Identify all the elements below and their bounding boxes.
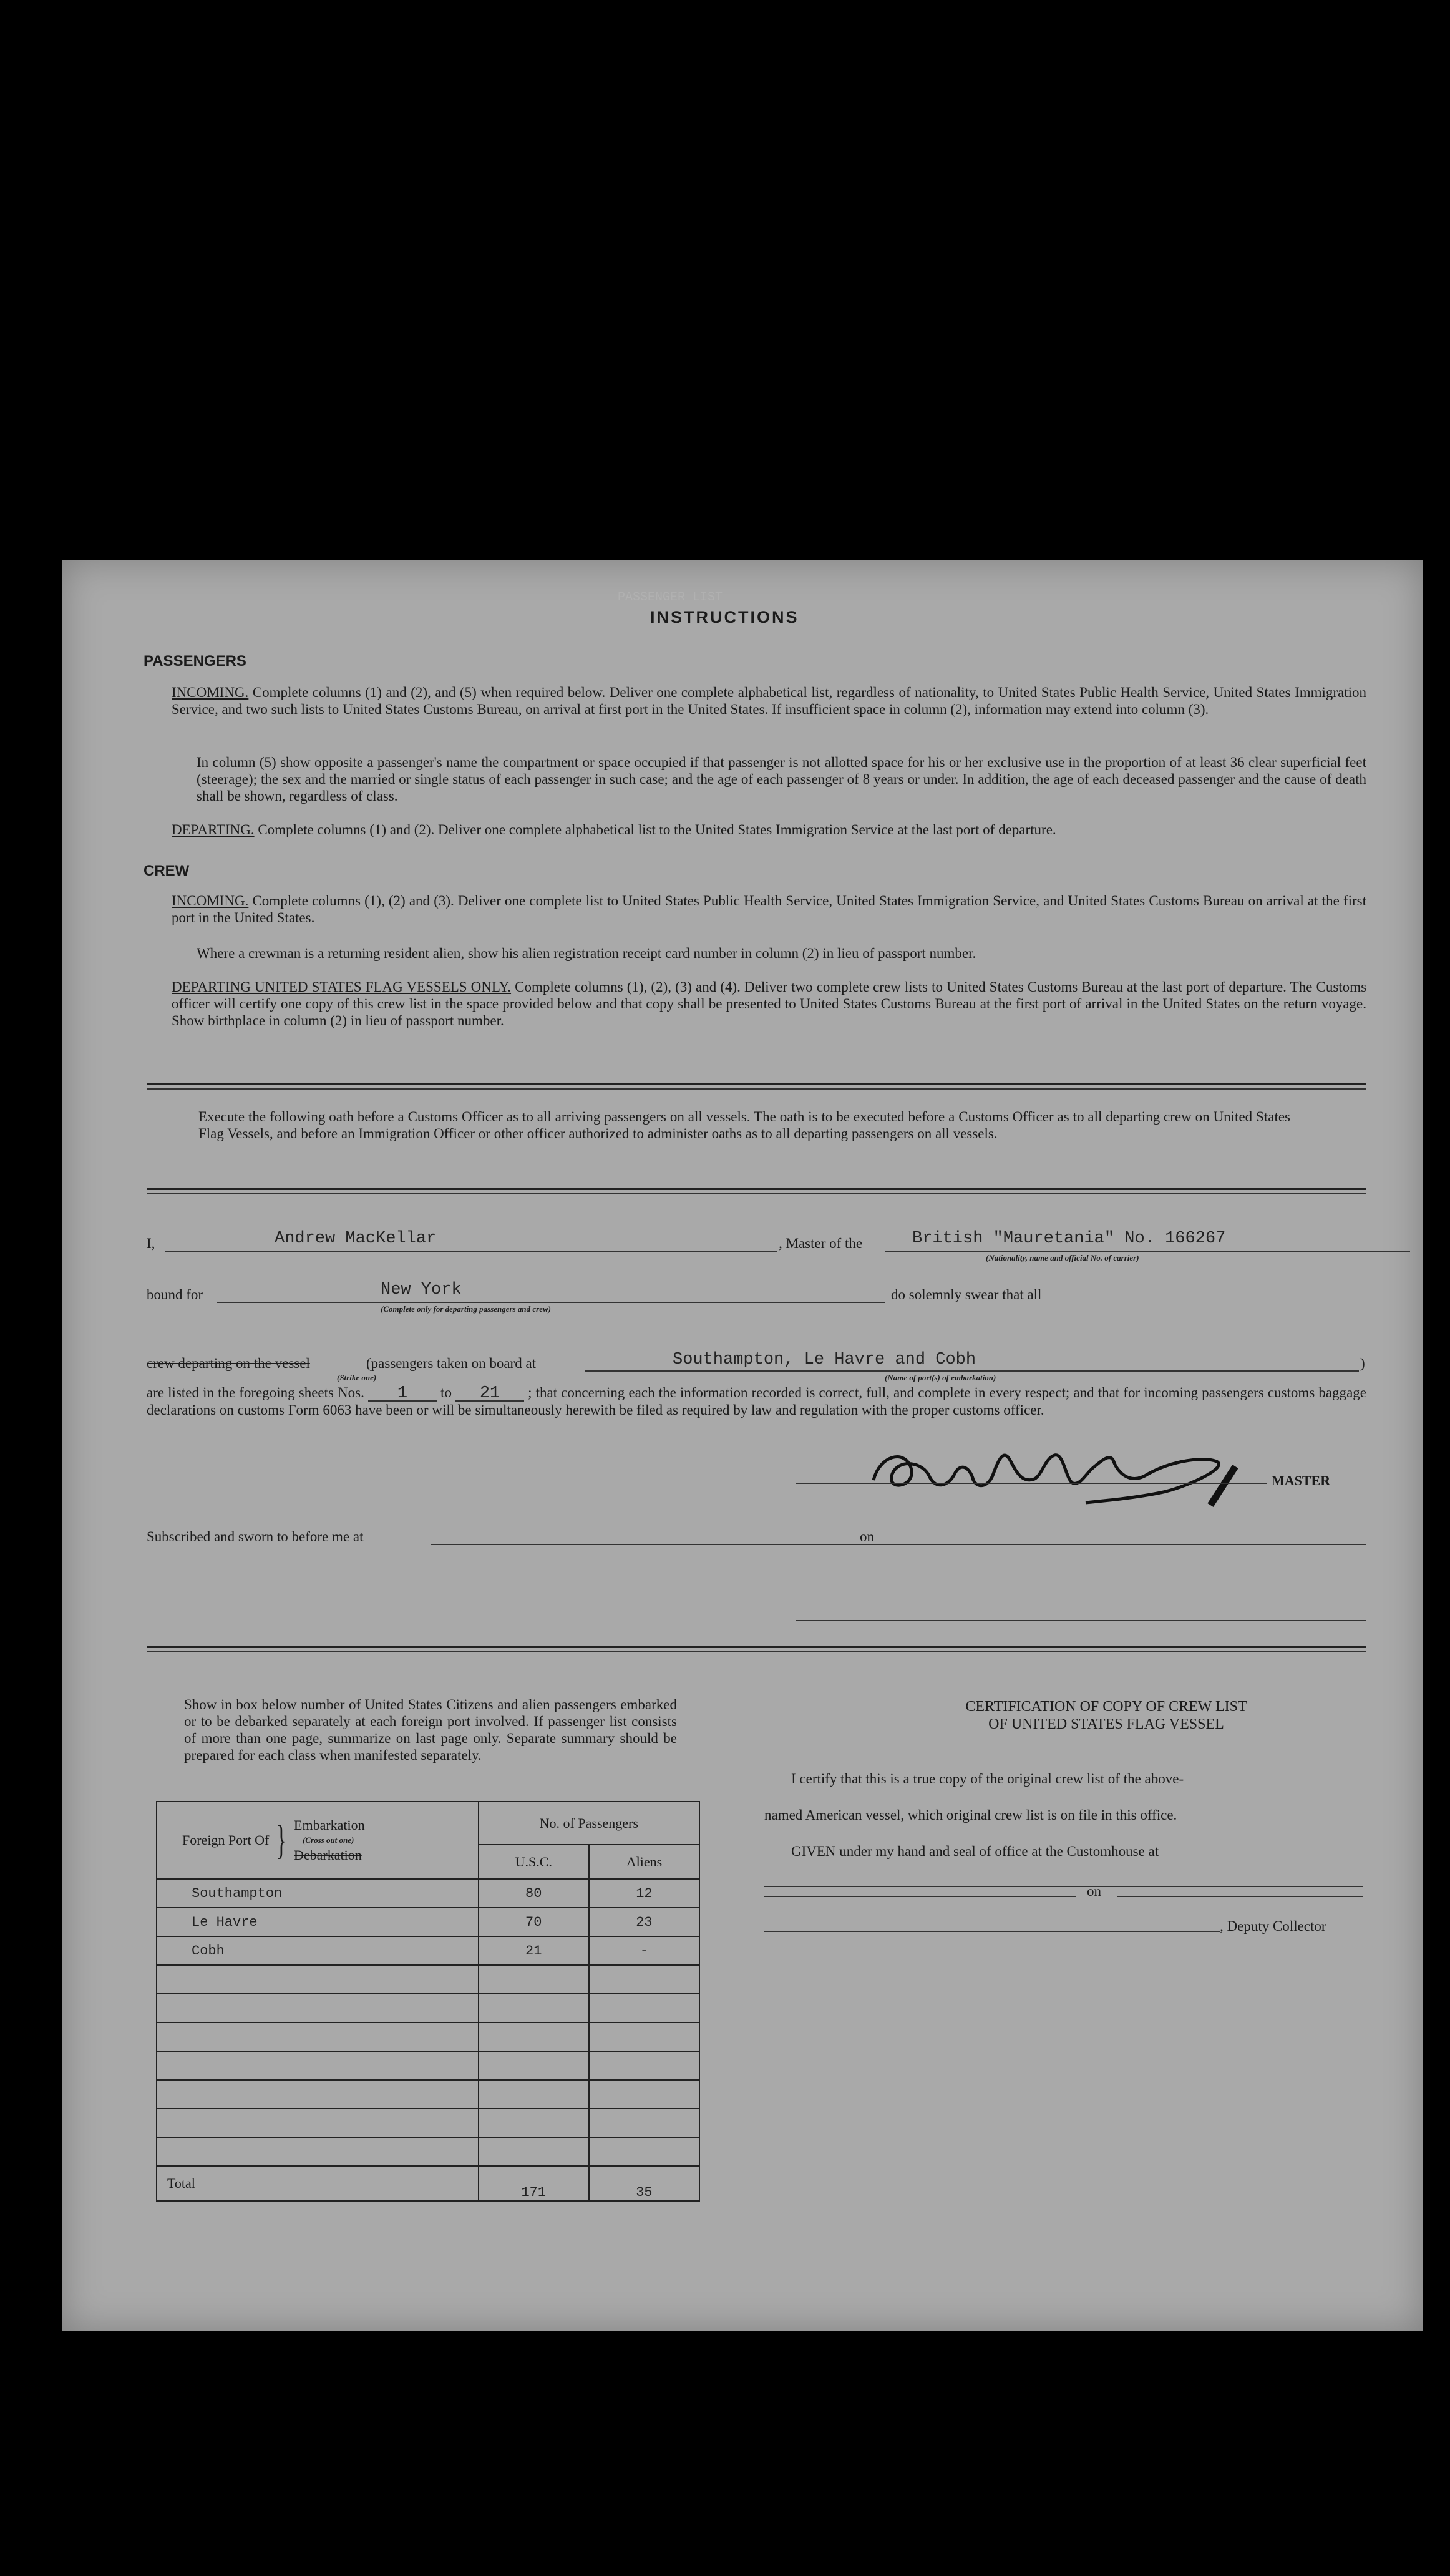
usc-cell: 70 — [479, 1908, 589, 1936]
aliens-cell: - — [589, 1936, 699, 1965]
subscribed-on-label: on — [860, 1529, 874, 1544]
bound-caption: (Complete only for departing passengers and crew) — [381, 1304, 551, 1314]
empty-row — [157, 2137, 699, 2166]
close-paren: ) — [1360, 1355, 1365, 1371]
empty-row — [157, 1994, 699, 2022]
departing-label: DEPARTING. — [172, 822, 255, 837]
table-row — [157, 1936, 699, 1965]
passengers-heading: PASSENGERS — [144, 653, 246, 670]
summary-instructions: Show in box below number of United States Citizens and alien passengers embarked or to be debarked separately at each foreign port involved. If passenger list consists of more than one page, summarize on last page only. Separate summary should be prepared for each class when manifested separately. — [184, 1697, 677, 1763]
section-divider — [147, 1088, 1366, 1090]
port-header-cell — [157, 1802, 479, 1879]
oath-i-label: I, — [147, 1236, 155, 1251]
master-signature — [836, 1430, 1310, 1511]
fill-line — [585, 1370, 1359, 1372]
officer-signature-line — [796, 1620, 1366, 1621]
fill-line — [764, 1886, 1363, 1887]
crew-incoming-text: Complete columns (1), (2) and (3). Deliver one complete list to United States Public Health Service, United States Immigration Service, and United States Customs Bureau on arrival at the first port in the United States. — [172, 893, 1366, 925]
debarkation-label: Debarkation — [294, 1847, 362, 1863]
aliens-cell: 23 — [589, 1908, 699, 1936]
fill-line — [217, 1302, 885, 1303]
fill-line — [881, 1544, 1366, 1545]
empty-row — [157, 2051, 699, 2080]
certification-text2: named American vessel, which original crew list is on file in this office. — [764, 1807, 1177, 1823]
oath-statement-paragraph — [147, 1384, 1366, 1418]
vessel-caption: (Nationality, name and official No. of carrier) — [986, 1253, 1139, 1262]
certification-title-line2: OF UNITED STATES FLAG VESSEL — [988, 1716, 1224, 1732]
flag-vessels-text: Complete columns (1), (2), (3) and (4). Deliver two complete crew lists to United States Customs Bureau at the last port of departure. The Customs officer will certify one copy of this crew list in the space provided below and that copy shall be presented to United States Customs Bureau at the first port of arrival in the United States on the return voyage. Show birthplace in column (2) in lieu of passport number. — [172, 979, 1367, 1028]
fill-line — [431, 1544, 917, 1545]
correct-text: ; that concerning each the information recorded is correct, full, and complete in every respect; and that for incoming passengers customs baggage declarations on customs Form 6063 have been or will be simultaneously herewith be filed as required by law and regulation with the proper customs officer. — [147, 1385, 1366, 1418]
section-divider — [147, 1651, 1366, 1652]
master-of-label: , Master of the — [779, 1236, 863, 1251]
certification-title-line1: CERTIFICATION OF COPY OF CREW LIST — [965, 1699, 1247, 1715]
to-label: to — [440, 1385, 452, 1400]
sheet-to-value: 21 — [455, 1387, 524, 1402]
certification-on-label: on — [1087, 1883, 1101, 1899]
port-cell: Cobh — [157, 1936, 479, 1965]
embarkation-label: Embarkation — [294, 1817, 365, 1833]
strike-caption: (Strike one) — [337, 1373, 377, 1382]
listed-text: are listed in the foregoing sheets Nos. — [147, 1385, 364, 1400]
cross-out-caption: (Cross out one) — [303, 1835, 354, 1845]
deputy-collector-label: , Deputy Collector — [1220, 1918, 1326, 1934]
section-divider — [147, 1083, 1366, 1085]
port-cell: Le Havre — [157, 1908, 479, 1936]
incoming-text: Complete columns (1) and (2), and (5) when required below. Deliver one complete alphabetical list, regardless of nationality, to United States Public Health Service, United States Immigration Service, and two such lists to United States Customs Bureau, on arrival at first port in the United States. If insufficient space in column (2), information may extend into column (3). — [172, 685, 1367, 717]
aliens-cell: 12 — [589, 1879, 699, 1908]
certification-text3: GIVEN under my hand and seal of office at the Customhouse at — [791, 1843, 1159, 1859]
document-page — [62, 560, 1423, 2331]
empty-row — [157, 2022, 699, 2051]
subscribed-label: Subscribed and sworn to before me at — [147, 1529, 364, 1544]
crew-heading: CREW — [144, 862, 190, 879]
bleed-through-text: PASSENGER LIST — [618, 590, 723, 605]
table-row — [157, 1879, 699, 1908]
bound-for-value: New York — [381, 1281, 462, 1299]
fill-line — [165, 1251, 777, 1252]
crew-incoming-paragraph — [172, 892, 1366, 926]
column5-paragraph: In column (5) show opposite a passenger's name the compartment or space occupied if that passenger is not allotted space for his or her exclusive use in the proportion of at least 36 clear superficial feet (steerage); the sex and the married or single status of each passenger in such case; and the age of each passenger of 8 years or under. In addition, the age of each deceased passenger and the cause of death shall be shown, regardless of class. — [197, 754, 1366, 804]
total-usc-cell: 171 — [479, 2166, 589, 2201]
sheet-from-value: 1 — [368, 1387, 437, 1402]
usc-cell: 80 — [479, 1879, 589, 1908]
deputy-signature-line — [764, 1931, 1220, 1932]
crew-incoming-label: INCOMING. — [172, 893, 249, 909]
section-divider — [147, 1193, 1366, 1194]
fill-line — [885, 1251, 1410, 1252]
empty-row — [157, 2080, 699, 2109]
no-of-passengers-header: No. of Passengers — [479, 1802, 699, 1845]
master-name-value: Andrew MacKellar — [275, 1229, 437, 1248]
total-aliens-cell: 35 — [589, 2166, 699, 2201]
brace-symbol: } — [276, 1817, 287, 1863]
vessel-value: British "Mauretania" No. 166267 — [912, 1229, 1226, 1248]
section-divider — [147, 1646, 1366, 1648]
oath-intro-paragraph: Execute the following oath before a Customs Officer as to all arriving passengers on all vessels. The oath is to be executed before a Customs Officer as to all departing crew on United States Flag Vessels, and before an Immigration Officer or other officer authorized to administer oaths as to all departing passengers on all vessels. — [198, 1109, 1290, 1141]
total-row — [157, 2166, 699, 2201]
instructions-title: INSTRUCTIONS — [650, 608, 799, 627]
passenger-summary-table — [156, 1801, 700, 2202]
usc-cell: 21 — [479, 1936, 589, 1965]
master-label: MASTER — [1272, 1473, 1331, 1488]
empty-row — [157, 2109, 699, 2137]
usc-header: U.S.C. — [479, 1845, 589, 1879]
fill-line — [1117, 1896, 1363, 1897]
ports-value: Southampton, Le Havre and Cobh — [673, 1350, 976, 1369]
flag-vessels-paragraph — [172, 978, 1366, 1029]
certification-text1: I certify that this is a true copy of the original crew list of the above- — [791, 1771, 1184, 1787]
ports-caption: (Name of port(s) of embarkation) — [885, 1373, 996, 1382]
passengers-departing-paragraph — [172, 821, 1366, 838]
total-label: Total — [157, 2166, 479, 2201]
flag-vessels-label: DEPARTING UNITED STATES FLAG VESSELS ONLY. — [172, 979, 512, 995]
crewman-paragraph: Where a crewman is a returning resident alien, show his alien registration receipt card number in column (2) in lieu of passport number. — [197, 945, 976, 961]
empty-row — [157, 1965, 699, 1994]
incoming-label: INCOMING. — [172, 685, 249, 700]
bound-for-label: bound for — [147, 1287, 203, 1302]
fill-line — [764, 1896, 1076, 1897]
crew-struck-text: crew departing on the vessel — [147, 1355, 310, 1371]
port-cell: Southampton — [157, 1879, 479, 1908]
passengers-taken-label: (passengers taken on board at — [366, 1355, 537, 1371]
signature-line — [796, 1483, 1267, 1484]
foreign-port-of-label: Foreign Port Of — [182, 1832, 270, 1848]
table-row — [157, 1908, 699, 1936]
section-divider — [147, 1188, 1366, 1190]
passengers-incoming-paragraph — [172, 684, 1366, 718]
swear-text: do solemnly swear that all — [891, 1287, 1042, 1302]
departing-text: Complete columns (1) and (2). Deliver one complete alphabetical list to the United States Immigration Service at the last port of departure. — [258, 822, 1056, 837]
aliens-header: Aliens — [589, 1845, 699, 1879]
